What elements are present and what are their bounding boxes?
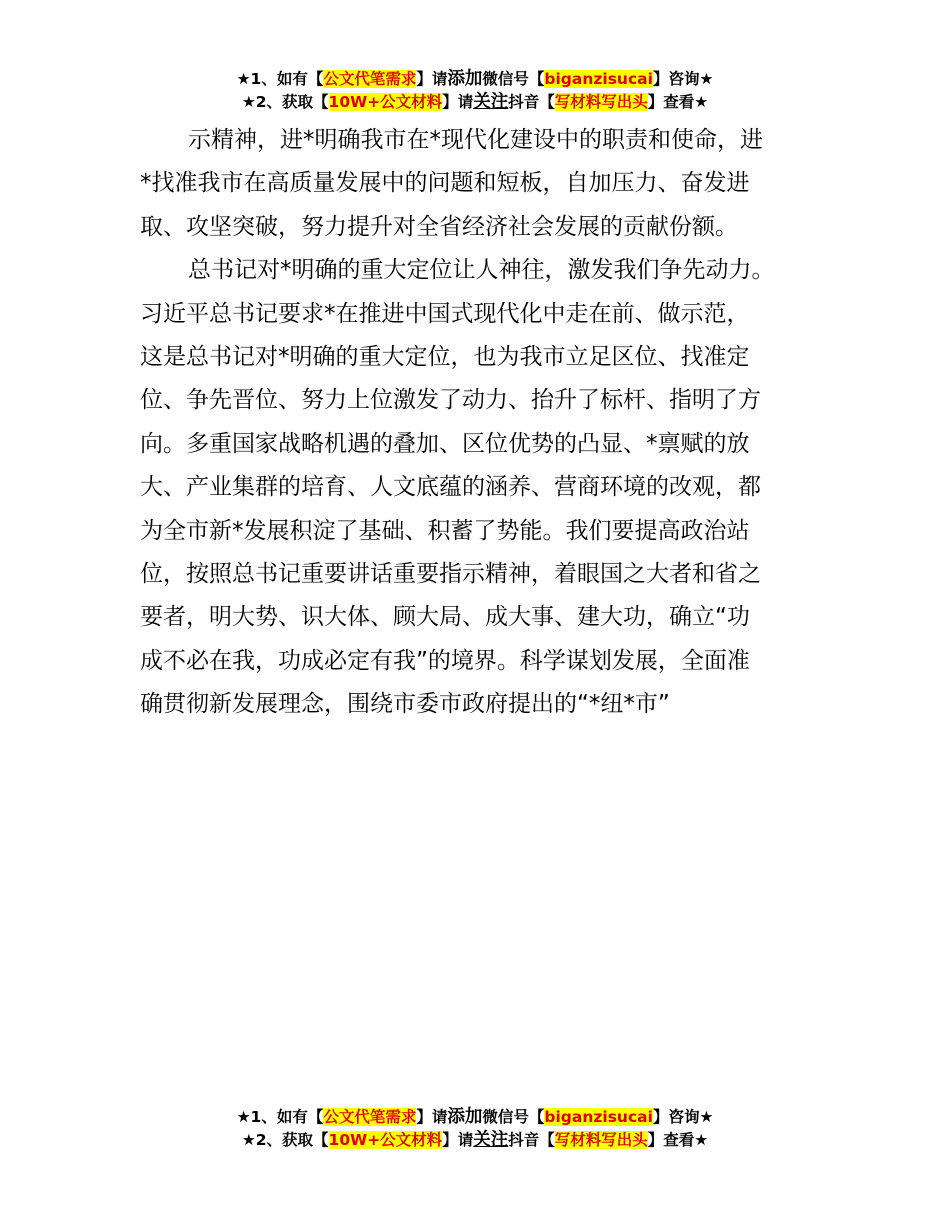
banner-emphasis: 添加: [447, 69, 483, 89]
banner-highlight-wechat-id: biganzisucai: [544, 1108, 653, 1126]
paragraph-2: [140, 249, 830, 726]
paragraph-line: 总书记对*明确的重大定位让人神往，激发我们争先动力。: [188, 257, 775, 284]
banner-highlight-wechat-id: biganzisucai: [544, 70, 653, 88]
paragraph-line: 示精神，进*明确我市在*现代化建设中的职责和使命，进: [188, 127, 763, 153]
banner-text: 】请: [416, 1108, 448, 1126]
banner-highlight-service: 公文代笔需求: [323, 70, 417, 88]
banner-highlight-service: 公文代笔需求: [323, 1108, 417, 1126]
document-body: [140, 119, 830, 727]
paragraph-line: 向。多重国家战略机遇的叠加、区位优势的凸显、*禀赋的放: [140, 430, 750, 457]
banner-emphasis: 添加: [447, 1107, 483, 1127]
paragraph-line: 确贯彻新发展理念，围绕市委市政府提出的“*纽*市”: [140, 691, 670, 718]
banner-suffix: 】查看★: [647, 93, 709, 111]
banner-prefix: ★1、如有【: [236, 1108, 324, 1126]
banner-suffix: 】咨询★: [652, 1108, 714, 1126]
banner-text: 抖音【: [508, 93, 555, 111]
paragraph-line: 成不必在我，功成必定有我”的境界。科学谋划发展，全面准: [140, 647, 750, 674]
paragraph-line: 习近平总书记要求*在推进中国式现代化中走在前、做示范，: [140, 300, 750, 327]
paragraph-line: 为全市新*发展积淀了基础、积蓄了势能。我们要提高政治站: [140, 517, 750, 544]
banner-prefix: ★2、获取【: [241, 93, 329, 111]
banner-highlight-materials: 10W+公文材料: [328, 93, 443, 111]
banner-text: 】请: [416, 70, 448, 88]
banner-suffix: 】咨询★: [652, 70, 714, 88]
header-banner: [0, 68, 950, 114]
paragraph-line: 这是总书记对*明确的重大定位，也为我市立足区位、找准定: [140, 344, 750, 371]
banner-emphasis: 关注: [473, 92, 509, 112]
banner-emphasis: 关注: [473, 1130, 509, 1150]
banner-text: 微信号【: [482, 70, 545, 88]
paragraph-line: 位、争先晋位、努力上位激发了动力、抬升了标杆、指明了方: [140, 387, 761, 414]
paragraph-line: *找准我市在高质量发展中的问题和短板，自加压力、奋发进: [140, 170, 750, 197]
header-banner-line-1: [0, 68, 950, 91]
banner-suffix: 】查看★: [647, 1131, 709, 1149]
banner-prefix: ★2、获取【: [241, 1131, 329, 1149]
paragraph-line: 取、攻坚突破，努力提升对全省经济社会发展的贡献份额。: [140, 213, 738, 240]
footer-banner-line-2: [0, 1129, 950, 1152]
paragraph-1: [140, 119, 830, 249]
paragraph-line: 位，按照总书记重要讲话重要指示精神，着眼国之大者和省之: [140, 561, 761, 588]
banner-highlight-douyin-id: 写材料写出头: [554, 93, 648, 111]
banner-text: 】请: [442, 1131, 474, 1149]
footer-banner-line-1: [0, 1106, 950, 1129]
footer-banner: [0, 1106, 950, 1152]
banner-text: 微信号【: [482, 1108, 545, 1126]
banner-text: 抖音【: [508, 1131, 555, 1149]
banner-text: 】请: [442, 93, 474, 111]
paragraph-line: 要者，明大势、识大体、顾大局、成大事、建大功，确立“功: [140, 604, 750, 631]
header-banner-line-2: [0, 91, 950, 114]
banner-highlight-materials: 10W+公文材料: [328, 1131, 443, 1149]
banner-highlight-douyin-id: 写材料写出头: [554, 1131, 648, 1149]
banner-prefix: ★1、如有【: [236, 70, 324, 88]
paragraph-line: 大、产业集群的培育、人文底蕴的涵养、营商环境的改观，都: [140, 474, 761, 501]
